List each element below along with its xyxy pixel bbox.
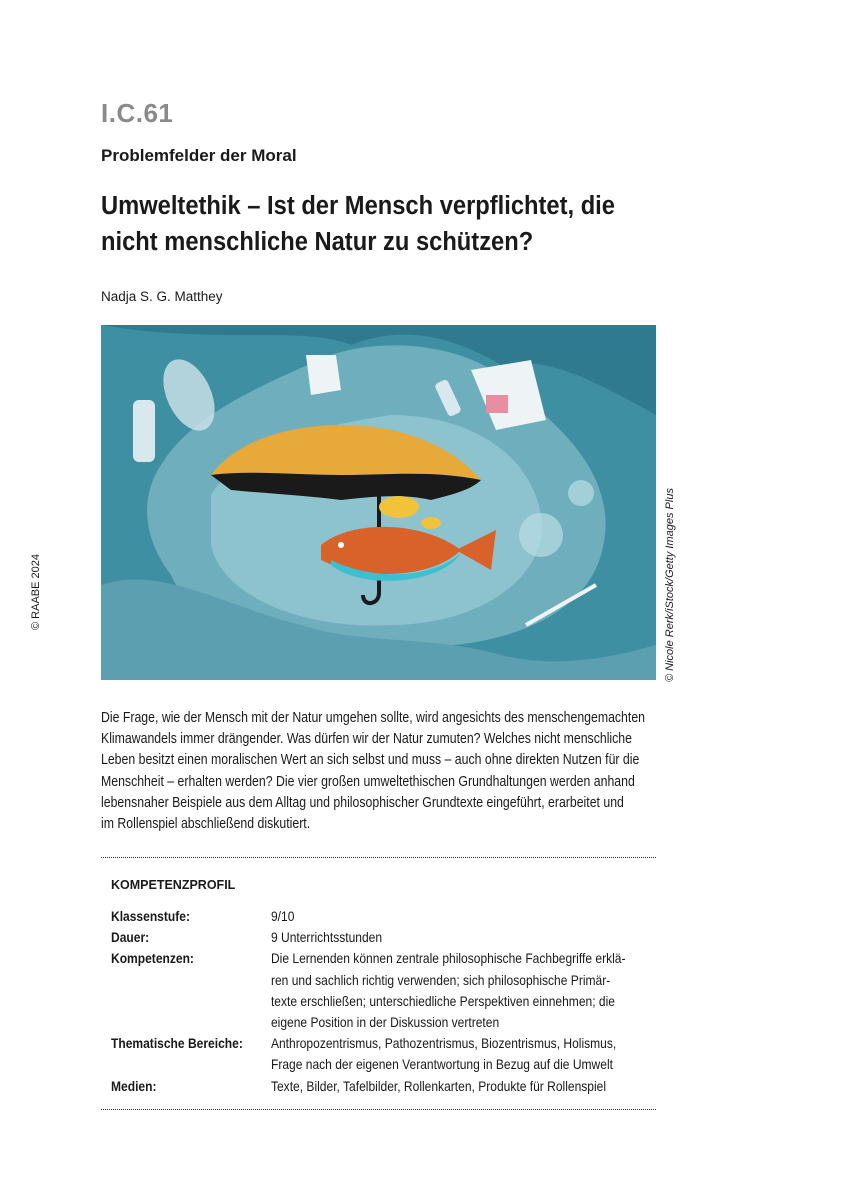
- title-line: nicht menschliche Natur zu schützen?: [101, 228, 534, 256]
- profile-row: [111, 1033, 625, 1075]
- profile-value: 9/10: [270, 908, 295, 924]
- author: Nadja S. G. Matthey: [101, 289, 223, 304]
- profile-label: Klassenstufe:: [111, 908, 190, 924]
- intro-line: lebensnaher Beispiele aus dem Alltag und philosophischer Grundtexte eingeführt, erarbeitet und: [101, 794, 624, 811]
- profile-value: texte erschließen; unterschiedliche Perspektiven einnehmen; die: [270, 992, 615, 1009]
- profile-row: [111, 948, 625, 1033]
- profile-value: Frage nach der eigenen Verantwortung in Bezug auf die Umwelt: [270, 1056, 613, 1073]
- profile-value: Texte, Bilder, Tafelbilder, Rollenkarten, Produkte für Rollenspiel: [270, 1077, 607, 1094]
- competence-profile: [111, 906, 625, 1097]
- title-line: Umweltethik – Ist der Mensch verpflichtet, die: [101, 192, 615, 220]
- profile-row: [111, 1076, 625, 1097]
- material-code: I.C.61: [101, 98, 174, 128]
- ocean-illustration: [101, 325, 656, 680]
- profile-value: Anthropozentrismus, Pathozentrismus, Biozentrismus, Holismus,: [270, 1035, 617, 1052]
- intro-line: Klimawandels immer drängender. Was dürfen wir der Natur zumuten? Welches nicht menschliche: [101, 731, 632, 748]
- divider: [101, 857, 656, 858]
- section-kicker: Problemfelder der Moral: [101, 146, 297, 165]
- profile-label: Kompetenzen:: [111, 950, 194, 967]
- profile-row: [111, 927, 625, 948]
- profile-value: Die Lernenden können zentrale philosophische Fachbegriffe erklä-: [270, 950, 626, 967]
- intro-line: im Rollenspiel abschließend diskutiert.: [101, 816, 311, 833]
- image-credit: © Nicole Rerk/iStock/Getty Images Plus: [664, 488, 676, 682]
- page-title: [101, 188, 678, 260]
- profile-label: Dauer:: [111, 929, 150, 946]
- profile-value: ren und sachlich richtig verwenden; sich philosophische Primär-: [270, 971, 611, 988]
- intro-line: Leben besitzt einen moralischen Wert an sich selbst und muss – auch ohne direkten Nutzen für die: [101, 752, 640, 769]
- profile-value: 9 Unterrichtsstunden: [270, 929, 383, 946]
- divider: [101, 1109, 656, 1110]
- profile-row: [111, 906, 625, 927]
- profile-heading: KOMPETENZPROFIL: [111, 878, 236, 892]
- profile-label: Thematische Bereiche:: [111, 1035, 243, 1052]
- intro-line: Menschheit – erhalten werden? Die vier großen umweltethischen Grundhaltungen werden anhand: [101, 773, 635, 790]
- profile-label: Medien:: [111, 1077, 157, 1094]
- copyright-note: © RAABE 2024: [30, 554, 42, 630]
- intro-line: Die Frage, wie der Mensch mit der Natur umgehen sollte, wird angesichts des menschengemachten: [101, 710, 645, 726]
- profile-value: eigene Position in der Diskussion vertreten: [270, 1014, 500, 1031]
- intro-paragraph: [101, 708, 645, 835]
